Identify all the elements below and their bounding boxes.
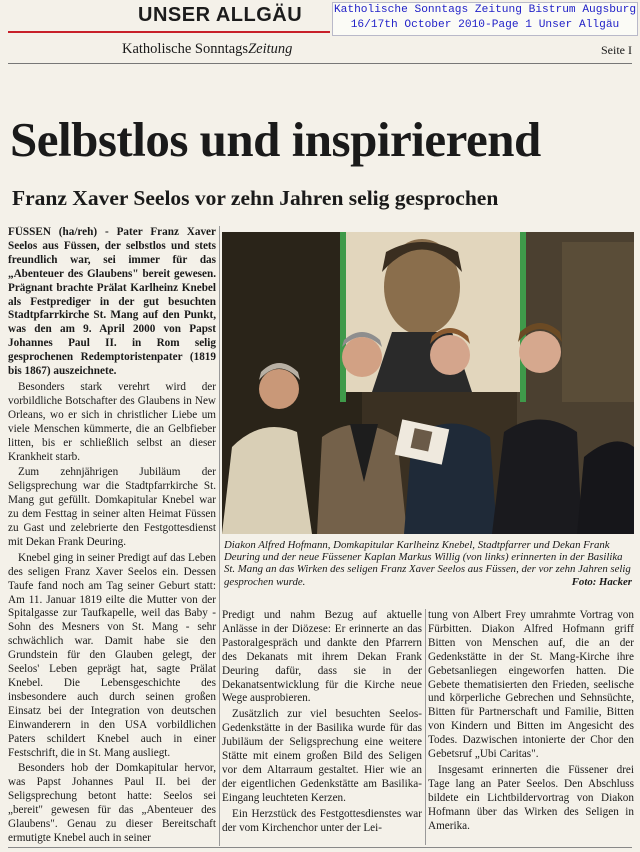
photo-caption xyxy=(224,539,632,588)
newspaper-name-regular: Katholische Sonntags xyxy=(122,41,249,57)
article-column-3 xyxy=(428,609,634,845)
body-paragraph: Besonders stark verehrt wird der vorbildliche Botschafter des Glaubens in New Orleans, wo er sich in christlicher Liebe um viele Menschen kümmerte, die an Gelbfieber litten, bis er schließlich selbst an dieser Krankheit starb. xyxy=(8,380,216,463)
body-paragraph: Zum zehnjährigen Jubiläum der Seligsprechung war die Stadtpfarrkirche St. Mang gut gefüllt. Domkapitular Knebel war zu dem Festtag in seiner alten Heimat Füssen zu Gast und zelebrierte den Festgottesdienst mit Dekan Frank Deuring. xyxy=(8,466,216,548)
header-red-rule xyxy=(8,31,330,33)
subheadline: Franz Xaver Seelos vor zehn Jahren selig gesprochen xyxy=(12,186,499,210)
headline: Selbstlos und inspirierend xyxy=(10,112,541,167)
body-paragraph: Besonders hob der Domkapitular hervor, was Papst Johannes Paul II. bei der Seligsprechung betont hatte: Seelos sei „bereit" gewesen für das „Abenteuer des Glaubens". Genau zu dieser Bereitschaft ermutigte Knebel auch in seiner xyxy=(8,762,216,844)
source-annotation xyxy=(332,2,638,36)
article-column-1 xyxy=(8,226,216,846)
column-divider xyxy=(425,609,426,845)
body-paragraph: Knebel ging in seiner Predigt auf das Leben des seligen Franz Xaver Seelos ein. Dessen Taufe fand noch am Tag seiner Geburt statt: Am 11. Januar 1819 eilte die Mutter von der Spitalgasse zur Taufkapelle, weil das Baby - Sohn des Mesners von St. Mang - sehr schwächlich war. Damit habe sie den Grundstein für den Glauben gelegt, der Seelos' Leben geprägt hat, sagte Prälat Knebel. Die Lebensgeschichte des insbesondere auch durch seinen großen Einsatz bei der Integration von deutschen Einwanderern in den USA vorbildlichen Paters schildert Knebel auch in einer Festschrift, die in St. Mang ausliegt. xyxy=(8,551,216,759)
section-label: UNSER ALLGÄU xyxy=(138,4,303,26)
body-paragraph: Ein Herzstück des Festgottesdienstes war der vom Kirchenchor unter der Lei- xyxy=(222,807,422,834)
body-paragraph: Insgesamt erinnerten die Füssener drei Tage lang an Pater Seelos. Den Abschluss bildete ein Lichtbildervortrag von Diakon Hofmann über das Wirken des Seligen in Amerika. xyxy=(428,763,634,832)
photo-credit: Foto: Hacker xyxy=(571,575,632,588)
header-divider xyxy=(8,63,632,64)
caption-text: Diakon Alfred Hofmann, Domkapitular Karlheinz Knebel, Stadtpfarrer und Dekan Frank Deuring und der neue Füssener Kaplan Markus Willig (von links) erinnerten in der Basilika St. Mang an das Wirken des seligen Franz Xaver Seelos aus Füssen, der vor zehn Jahren selig gesprochen wurde. xyxy=(224,539,631,588)
article-photo xyxy=(222,232,634,534)
column-divider xyxy=(219,226,220,846)
body-paragraph: Zusätzlich zur viel besuchten Seelos-Gedenkstätte in der Basilika wurde für das Jubiläum der Seligsprechung eine weitere Stätte mit einem großen Bild des Seligen vor dem Altarraum gestaltet. Hier wie an der eigentlichen Gedenkstätte am Basilika-Eingang leuchteten Kerzen. xyxy=(222,708,422,804)
article-column-2 xyxy=(222,609,422,845)
newspaper-name xyxy=(122,41,292,58)
source-line-1: Katholische Sonntags Zeitung Bistrum Augsburg xyxy=(333,4,637,16)
body-paragraph: Predigt und nahm Bezug auf aktuelle Anlässe in der Diözese: Er erinnerte an das Pastoralgespräch und dankte den Pfarrern des Dekanats mit ihrem Dekan Frank Deuring dafür, dass sie in der Dekanatsentwicklung für die Kirche neue Wege ausprobieren. xyxy=(222,609,422,705)
photo-illustration xyxy=(222,232,634,534)
body-paragraph: tung von Albert Frey umrahmte Vortrag von Fürbitten. Diakon Alfred Hofmann griff Bitten von Menschen auf, die an der Gedenkstätte in der St. Mang-Kirche ihre Gebetsanliegen eingeworfen hatten. Die Gebete thematisierten den Frieden, seelische und körperliche Gebrechen und Sehnsüchte, Bitten für Partnerschaft und Familie, Bitten von Kindern und Bitten im Angesicht des Todes. Dazwischen intonierte der Chor den Gebetsruf „Ubi Caritas". xyxy=(428,609,634,761)
bottom-rule xyxy=(8,847,632,848)
lead-paragraph: FÜSSEN (ha/reh) - Pater Franz Xaver Seelos aus Füssen, der selbstlos und stets freundlich war, sei immer für das „Abenteuer des Glaubens" bereit gewesen. Prägnant brachte Prälat Karlheinz Knebel als Festprediger in der gut besuchten Stadtpfarrkirche St. Mang auf den Punkt, was den am 9. April 2000 von Papst Johannes Paul II. in Rom selig gesprochenen Redemptoristenpater (1819 bis 1867) auszeichnete. xyxy=(8,226,216,378)
source-line-2: 16/17th October 2010-Page 1 Unser Allgäu xyxy=(350,19,620,31)
page-number: Seite I xyxy=(601,43,632,57)
newspaper-name-italic: Zeitung xyxy=(248,41,293,57)
